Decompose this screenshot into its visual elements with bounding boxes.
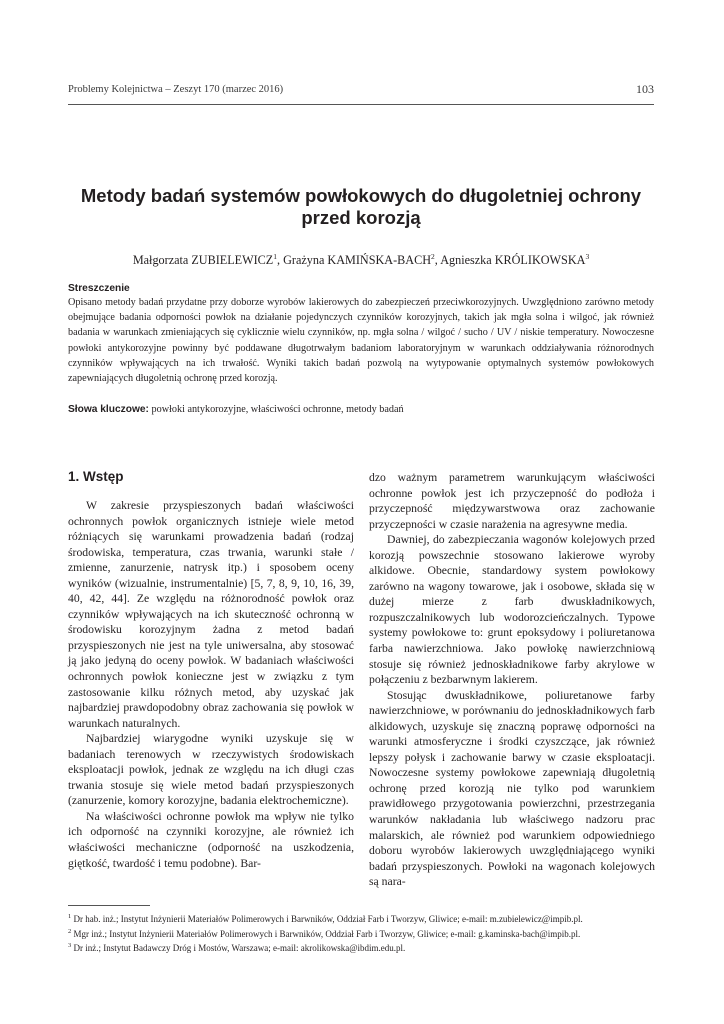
footnote [68,940,664,955]
author-name: Agnieszka KRÓLIKOWSKA [440,253,586,268]
keywords-label: Słowa kluczowe: [68,404,149,415]
footnote-mark: 1 [68,913,72,920]
footnote-mark: 3 [68,942,72,950]
body-paragraph: Stosując dwuskładnikowe, poliuretanowe farby nawierzchniowe, w porównaniu do jednoskładnikowych farb alkidowych, uzyskuje się znaczną poprawę odporności na warunki atmosferyczne i środki czyszczące, jak również lepszy połysk i zachowanie barwy w czasie eksploatacji. Nowoczesne systemy powłokowe zapewniają długoletnią ochronę przed korozją nie tylko pod warunkiem prawidłowego przygotowania powierzchni, przestrzegania warunków nakładania lub właściwego nadzoru prac malarskich, ale również pod warunkiem odpowiedniego doboru wyrobów lakierowych uwzględniającego wyniki badań przyspieszonych. Powłoki na wagonach kolejowych są nara- [369,688,655,889]
running-header [68,84,654,100]
footnote-text: Mgr inż.; Instytut Inżynierii Materiałów Polimerowych i Barwników, Oddział Farb i Tworzyw, Gliwice; e-mail: g.kaminska-bach@impib.pl. [71,928,581,939]
footnote-divider [68,905,150,906]
left-column [68,498,354,871]
author-affiliation-mark: 3 [585,252,590,261]
author-affiliation-mark: 1 [273,252,278,261]
section-heading: 1. Wstęp [68,469,124,484]
abstract-heading: Streszczenie [68,283,130,294]
article-title [68,185,654,229]
author-name: Małgorzata ZUBIELEWICZ [132,253,274,268]
body-paragraph: W zakresie przyspieszonych badań właściwości ochronnych powłok organicznych istnieje wiele metod różniących się warunkami prowadzenia badań (rodzaj środowiska, temperatura, czas trwania, warunki stałe / zmienne, zanurzenie, natrysk itp.) i sposobem oceny wyników (wizualnie, instrumentalnie) [5, 7, 8, 9, 10, 16, 39, 40, 42, 44]. Ze względu na różnorodność powłok oraz czynników wpływających na ich skuteczność ochronną w środowisku korozyjnym żadna z metod badań przyspieszonych nie jest na tyle uniwersalna, aby stosować ją jako jedyną do oceny powłok. W badaniach właściwości ochronnych powłok konieczne jest w związku z tym zastosowanie kilku różnych metod, aby uzyskać jak najbardziej prawdopodobny obraz zachowania się powłok w warunkach naturalnych. [68,499,354,730]
author-separator: , [434,253,441,268]
author-affiliation-mark: 2 [431,252,435,261]
journal-title: Problemy Kolejnictwa – Zeszyt 170 (marzec 2016) [68,84,284,95]
article-title-line-1: Metody badań systemów powłokowych do długoletniej ochrony [80,185,642,206]
body-paragraph: Na właściwości ochronne powłok ma wpływ nie tylko ich odporność na czynniki korozyjne, ale również ich właściwości mechaniczne (odporność na uszkodzenia, giętkość, twardość i temu podobne). Bar- [68,809,354,870]
body-paragraph: dzo ważnym parametrem warunkującym właściwości ochronne powłok jest ich przyczepność do podłoża i przyczepność międzywarstwowa oraz zachowanie przyczepności w czasie narażenia na agresywne media. [369,471,655,531]
body-paragraph: Najbardziej wiarygodne wyniki uzyskuje się w badaniach terenowych w rzeczywistych środowiskach eksploatacji powłok, jednak ze względu na ich długi czas trwania stosuje się wiele metod badań przyspieszonych (zanurzenie, komory korozyjne, badania elektrochemiczne). [68,732,354,808]
right-column [369,470,655,890]
page-number: 103 [636,82,654,96]
keywords-text: powłoki antykorozyjne, właściwości ochronne, metody badań [148,404,404,415]
author-separator: , [277,253,284,268]
keywords [68,402,654,417]
footnote [68,911,664,926]
article-title-line-2: przed korozją [301,207,421,228]
header-divider [68,104,654,105]
author-list [68,252,654,268]
footnote-text: Dr hab. inż.; Instytut Inżynierii Materiałów Polimerowych i Barwników, Oddział Farb i Tworzyw, Gliwice; e-mail: m.zubielewicz@impib.pl. [71,914,583,924]
footnote-mark: 2 [68,927,72,935]
author-name: Grażyna KAMIŃSKA-BACH [283,253,432,268]
footnote [68,926,664,941]
footnote-text: Dr inż.; Instytut Badawczy Dróg i Mostów, Warszawa; e-mail: akrolikowska@ibdim.edu.pl. [71,943,406,954]
footnotes [68,911,664,955]
body-paragraph: Dawniej, do zabezpieczania wagonów kolejowych przed korozją powszechnie stosowano lakierowe wyroby alkidowe. Obecnie, standardowy system powłokowy zarówno na wagony towarowe, jak i osobowe, składa się w dużej mierze z farb dwuskładnikowych, rozpuszczalnikowych lub wodorozcieńczalnych. Typowe systemy powłokowe to: grunt epoksydowy i poliuretanowa farba nawierzchniowa. Jako powłokę nawierzchniową stosuje się również jednoskładnikowe farby akrylowe w połączeniu z bezbarwnym lakierem. [369,533,655,687]
abstract-text: Opisano metody badań przydatne przy doborze wyrobów lakierowych do zabezpieczeń przeciwkorozyjnych. Uwzględniono zarówno metody obejmujące badania odporności powłok na działanie pojedynczych czynników korozyjnych, takich jak mgła solna i wilgoć, jak również badania w warunkach zmieniających się cyklicznie wielu czynników, np. mgła solna / wilgoć / sucho / UV / niskie temperatury. Nowoczesne powłoki antykorozyjne powinny być poddawane długotrwałym badaniom laboratoryjnym w warunkach oddziaływania różnorodnych czynników wpływających na ich trwałość. Wyniki takich badań pozwolą na wytypowanie optymalnych systemów powłokowych zapewniających długoletnią ochronę przed korozją. [68,297,654,385]
